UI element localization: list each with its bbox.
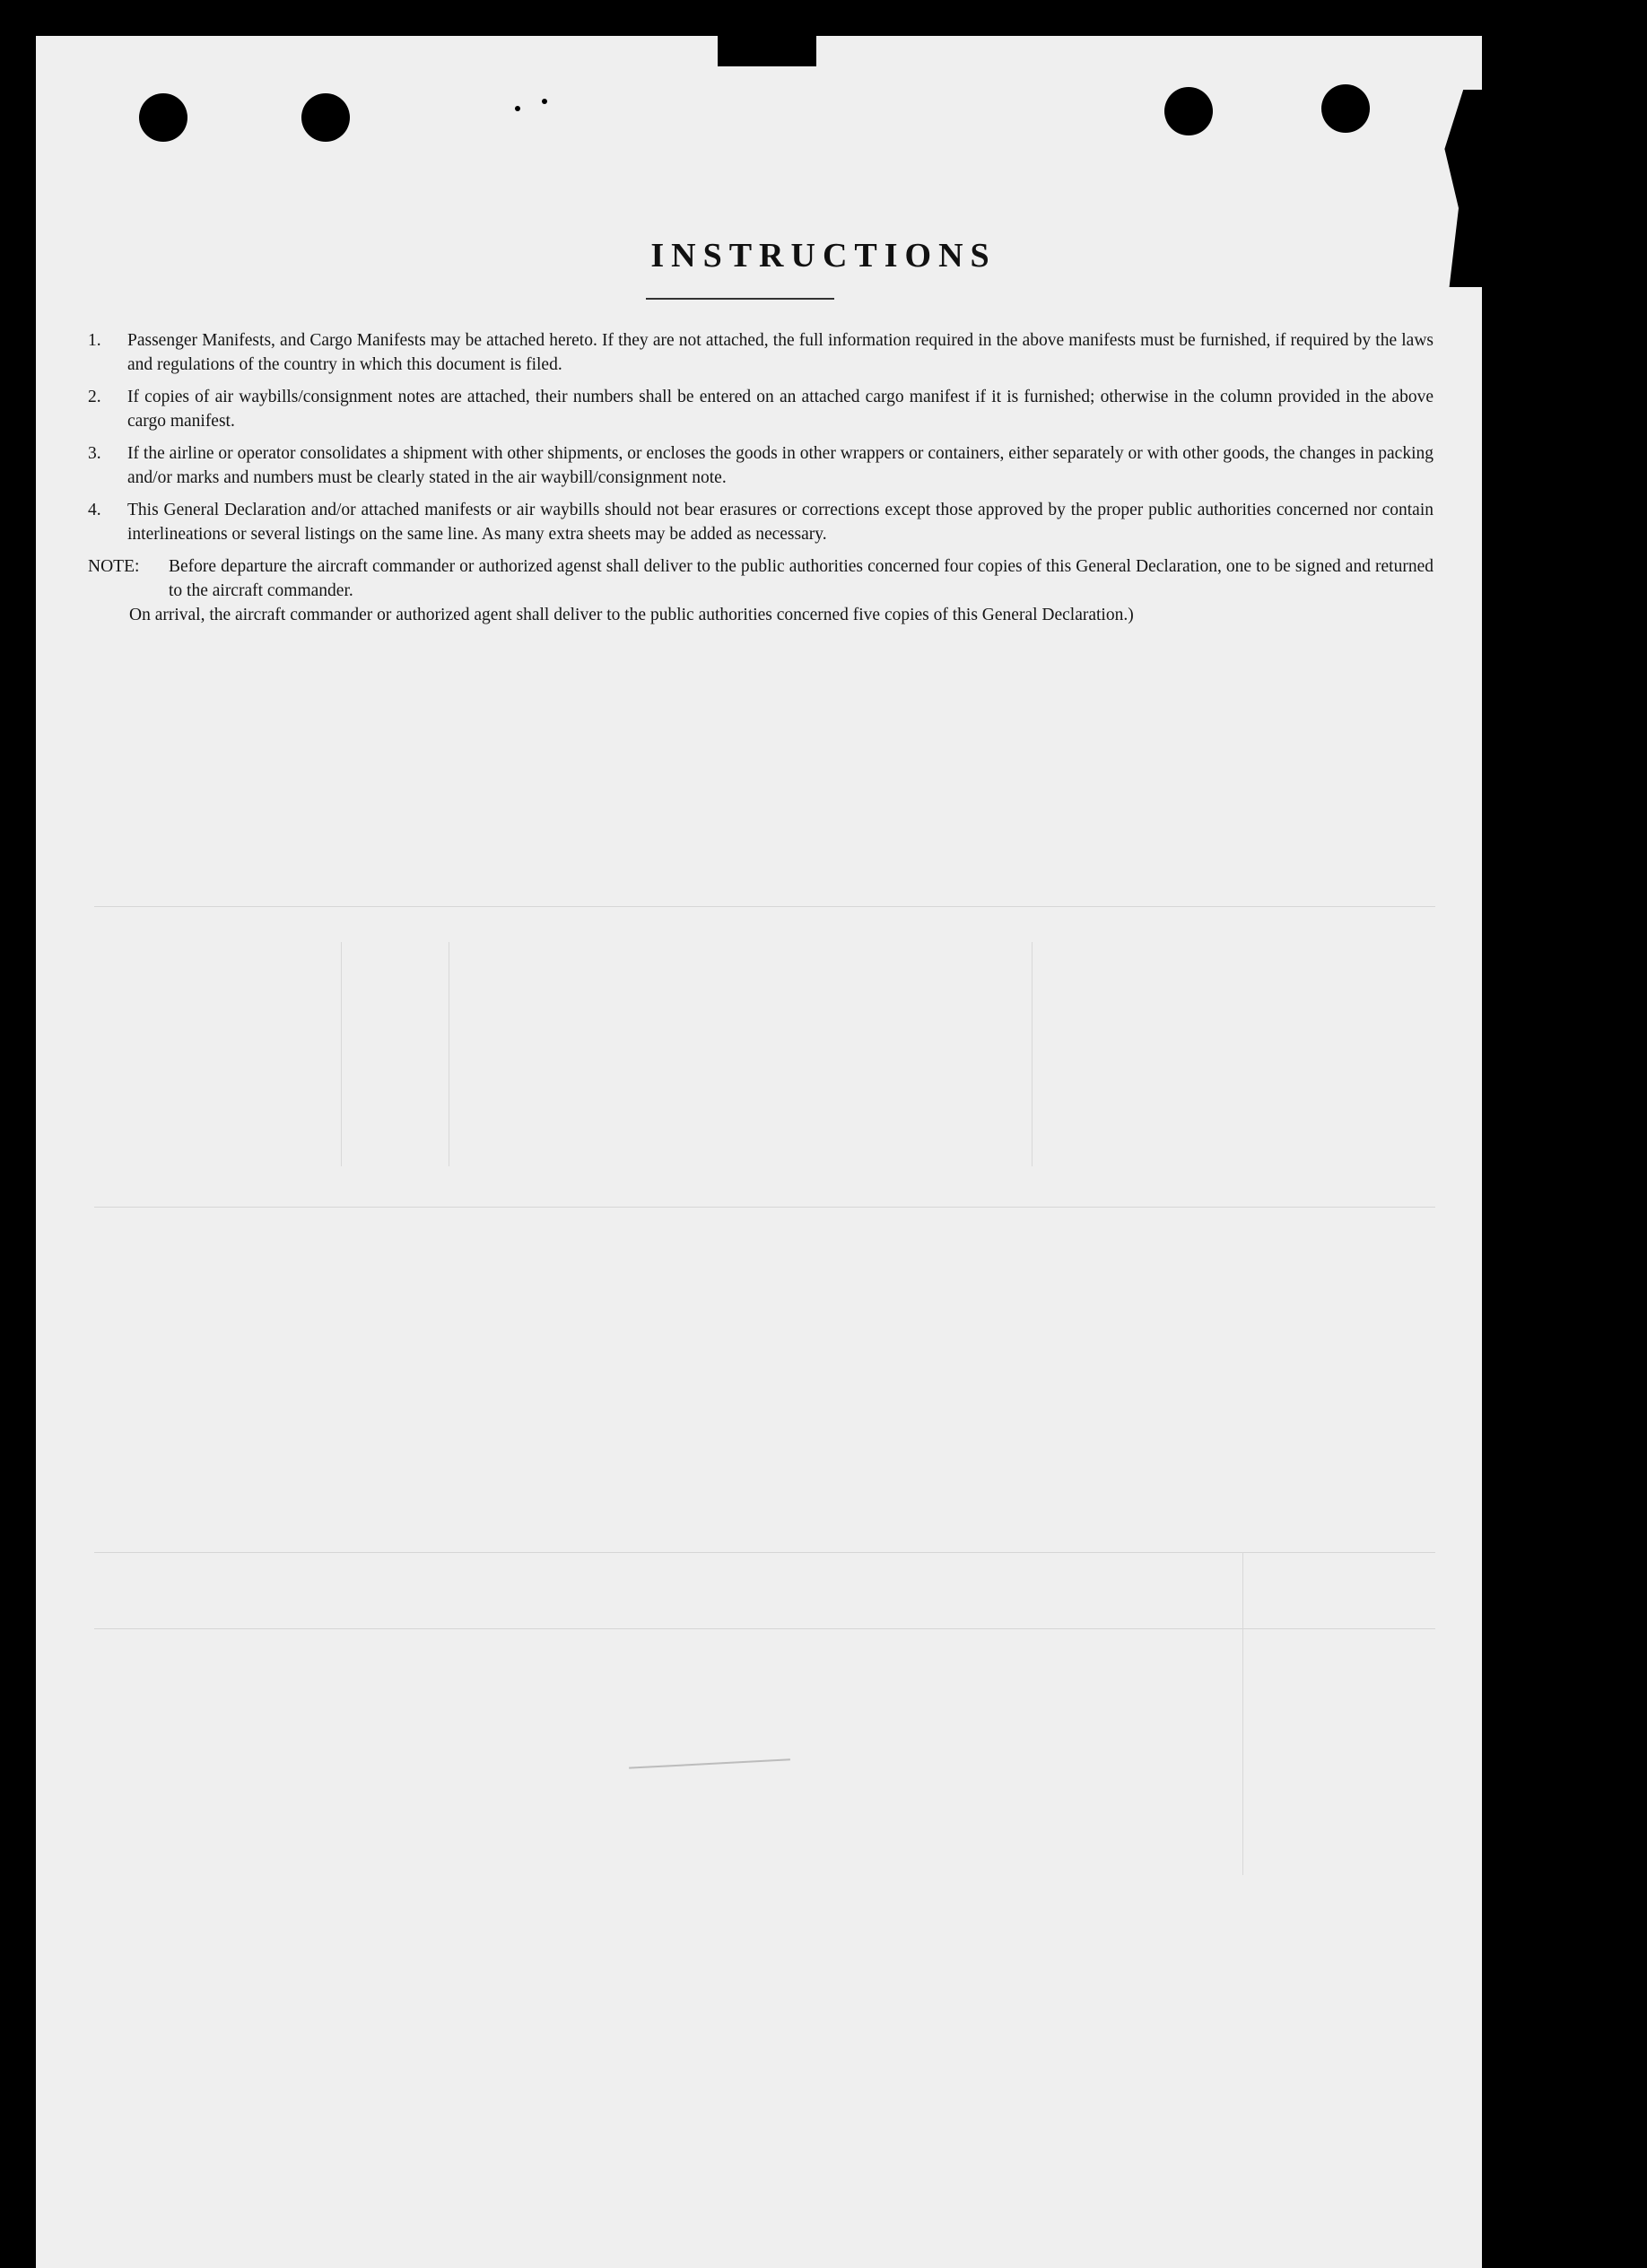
instruction-text: If the airline or operator consolidates a shipment with other shipments, or encloses the goods in other wrappers or containers, either separately or with other goods, the changes in packing and/or marks and numbers must be clearly stated in the air waybill/consignment note. bbox=[127, 444, 1434, 487]
bleed-through-line bbox=[94, 1207, 1435, 1208]
bleed-through-line bbox=[94, 1552, 1435, 1553]
ink-speck bbox=[515, 106, 520, 111]
instruction-item bbox=[88, 385, 1434, 433]
ink-speck bbox=[1592, 222, 1598, 227]
punch-hole bbox=[1321, 84, 1370, 133]
note-departure-text: Before departure the aircraft commander or authorized agenst shall deliver to the public authorities concerned four copies of this General Declaration, one to be signed and returned to the aircraft commander. bbox=[169, 557, 1434, 600]
bleed-through-line bbox=[1242, 1552, 1243, 1875]
bleed-through-line bbox=[94, 906, 1435, 907]
note-block bbox=[88, 554, 1434, 603]
instruction-number: 4. bbox=[88, 501, 101, 519]
bleed-through-line bbox=[341, 942, 342, 1166]
punch-hole bbox=[139, 93, 187, 142]
instruction-number: 1. bbox=[88, 331, 101, 350]
paper-tab bbox=[718, 36, 816, 66]
instruction-text: Passenger Manifests, and Cargo Manifests may be attached hereto. If they are not attached, the full information required in the above manifests must be furnished, if required by the laws and regulations of the country in which this document is filed. bbox=[127, 331, 1434, 374]
bleed-through-line bbox=[1032, 942, 1033, 1166]
note-label: NOTE: bbox=[88, 557, 140, 576]
instruction-number: 2. bbox=[88, 388, 101, 406]
note-arrival-text: On arrival, the aircraft commander or authorized agent shall deliver to the public authorities concerned five copies of this General Declaration.) bbox=[129, 606, 1134, 624]
instruction-item bbox=[88, 328, 1434, 377]
ink-speck bbox=[542, 99, 547, 104]
instruction-number: 3. bbox=[88, 444, 101, 463]
title-underline bbox=[646, 298, 834, 300]
punch-hole bbox=[301, 93, 350, 142]
instruction-text: If copies of air waybills/consignment notes are attached, their numbers shall be entered on an attached cargo manifest if it is furnished; otherwise in the column provided in the above cargo manifest. bbox=[127, 388, 1434, 431]
instruction-item bbox=[88, 441, 1434, 490]
page-title: INSTRUCTIONS bbox=[650, 237, 997, 275]
instructions-list bbox=[88, 328, 1434, 627]
bleed-through-line bbox=[94, 1628, 1435, 1629]
instruction-text: This General Declaration and/or attached manifests or air waybills should not bear erasures or corrections except those approved by the proper public authorities concerned nor contain interlineations or several listings on the same line. As many extra sheets may be added as necessary. bbox=[127, 501, 1434, 544]
punch-hole bbox=[1164, 87, 1213, 135]
instruction-item bbox=[88, 498, 1434, 546]
